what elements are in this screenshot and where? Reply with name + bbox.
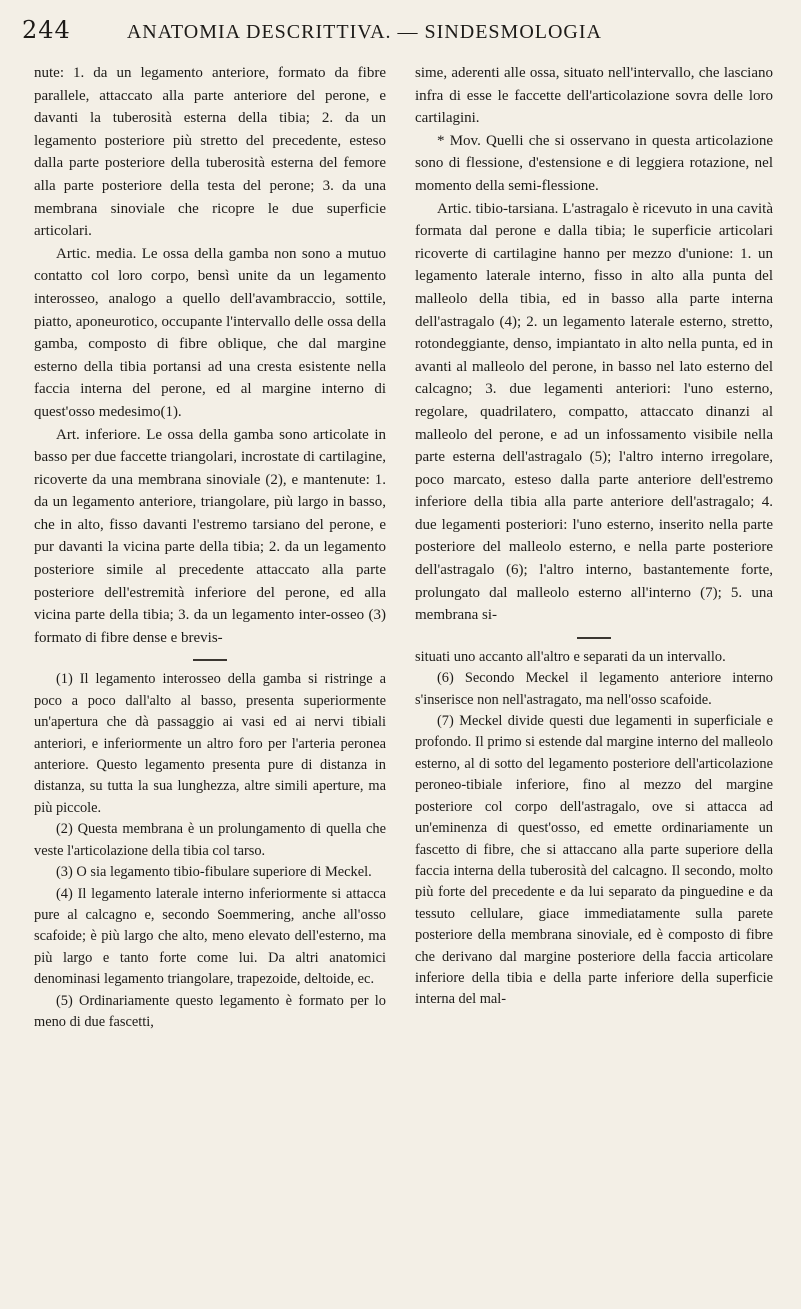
footnote: (2) Questa membrana è un prolungamento di quella che veste l'articolazione della tibia col tarso.	[34, 821, 386, 859]
left-column	[34, 62, 386, 1033]
paragraph: * Mov. Quelli che si osservano in questa articolazione sono di flessione, d'estensione e di leggiera rotazione, nel momento della semi-flessione.	[415, 132, 773, 194]
footnote: (6) Secondo Meckel il legamento anteriore interno s'inserisce non nell'astragato, ma nell'osso scafoide.	[415, 670, 773, 708]
footnote-separator	[577, 637, 611, 639]
running-head: ANATOMIA DESCRITTIVA. — SINDESMOLOGIA	[126, 21, 602, 43]
page-header	[22, 16, 779, 50]
paragraph: sime, aderenti alle ossa, situato nell'intervallo, che lasciano infra di esse le faccette dell'articolazione sovra delle loro cartilagini.	[415, 65, 773, 127]
right-column	[415, 62, 773, 1011]
paragraph: Artic. media. Le ossa della gamba non sono a mutuo contatto col loro corpo, bensì unite da un legamento interosseo, analogo a quello dell'avambraccio, sottile, piatto, aponeurotico, occupante l'intervallo delle ossa della gamba, composto di fibre oblique, che dal margine esterno della tibia portansi ad una cresta esistente nella faccia interna del perone, ed al margine interno di quest'osso medesimo(1).	[34, 245, 386, 420]
footnote: (5) Ordinariamente questo legamento è formato per lo meno di due fascetti,	[34, 992, 386, 1030]
footnote: situati uno accanto all'altro e separati da un intervallo.	[415, 648, 726, 665]
paragraph: nute: 1. da un legamento anteriore, formato da fibre parallele, attaccato alla parte anteriore del perone, e davanti la tuberosità esterna della tibia; 2. da un legamento posteriore più stretto del precedente, esteso dalla parte posteriore della tuberosità esterna del femore alla parte posteriore della testa del perone; 3. da una membrana sinoviale che ricopre le due superficie articolari.	[34, 65, 386, 240]
paragraph: Artic. tibio-tarsiana. L'astragalo è ricevuto in una cavità formata dal perone e dalla tibia; le superficie articolari ricoverte di cartilagine hanno per mezzo d'unione: 1. un legamento laterale interno, fisso in alto alla punta del malleolo della tibia, ed in basso alla parte interna dell'astragalo (4); 2. un legamento laterale esterno, stretto, rotondeggiante, denso, impiantato in alto nella punta, ed in avanti al malleolo del perone, in basso nel lato esterno del calcagno; 3. due legamenti anteriori: l'uno esterno, regolare, quadrilatero, compatto, attaccato dinanzi al malleolo del perone, e ad un infossamento visibile nella parte esterna dell'astragalo (5); l'altro interno irregolare, poco marcato, esteso dalla parte anteriore dell'estremo inferiore della tibia alla parte anteriore dell'astragalo; 4. due legamenti posteriori: l'uno esterno, inserito nella parte posteriore del malleolo esterno, e nella parte posteriore dell'astragalo (6); l'altro interno, bastantemente forte, prolungato dal malleolo esterno all'interno (7); 5. una membrana si-	[415, 200, 773, 624]
footnote: (1) Il legamento interosseo della gamba si ristringe a poco a poco dall'alto al basso, presenta superiormente un'apertura che dà passaggio ai vasi ed ai nervi tibiali anteriori, e inferiormente un altro foro per l'arteria peronea anteriore. Questo legamento presenta pure di distanza in distanza, su tutta la sua lunghezza, altre simili aperture, ma più piccole.	[34, 671, 386, 816]
footnote: (4) Il legamento laterale interno inferiormente si attacca pure al calcagno e, secondo Soemmering, anche all'osso scafoide; è più largo che alto, meno elevato dell'esterno, ma più largo e tanto forte come lui. Da altri anatomici denominasi legamento triangolare, trapezoide, deltoide, ec.	[34, 885, 386, 988]
footnote: (3) O sia legamento tibio-fibulare superiore di Meckel.	[56, 864, 372, 881]
footnote-separator	[193, 659, 227, 661]
footnote: (7) Meckel divide questi due legamenti in superficiale e profondo. Il primo si estende dal margine interno del malleolo esterno, al di sotto del legamento posteriore dell'articolazione peroneo-tibiale inferiore, fino al mezzo del margine posteriore col corpo dell'astragalo, ove si attacca ad un'eminenza di quest'osso, ed emette ordinariamente un fascetto di fibre, che si attaccano alla parte superiore della faccia interna della tuberosità del calcagno. Il secondo, molto più forte del precedente e da lui separato da pinguedine e da tessuto cellulare, giace immediatamente sulla parete posteriore della membrana sinoviale, ed è composto di fibre che derivano dal margine posteriore della faccia articolare inferiore della tibia e della parte inferiore della superficie interna del mal-	[415, 713, 773, 1008]
paragraph: Art. inferiore. Le ossa della gamba sono articolate in basso per due faccette triangolari, incrostate di cartilagine, ricoverte da una membrana sinoviale (2), e mantenute: 1. da un legamento anteriore, triangolare, più largo in basso, che in alto, fisso davanti l'estremo tarsiano del perone, e pur davanti la vicina parte della tibia; 2. da un legamento posteriore simile al precedente attaccato alla parte posteriore dell'estremità inferiore del perone, ed alla vicina parte della tibia; 3. da un legamento inter-osseo (3) formato di fibre dense e brevis-	[34, 426, 386, 646]
page-number: 244	[22, 16, 71, 44]
